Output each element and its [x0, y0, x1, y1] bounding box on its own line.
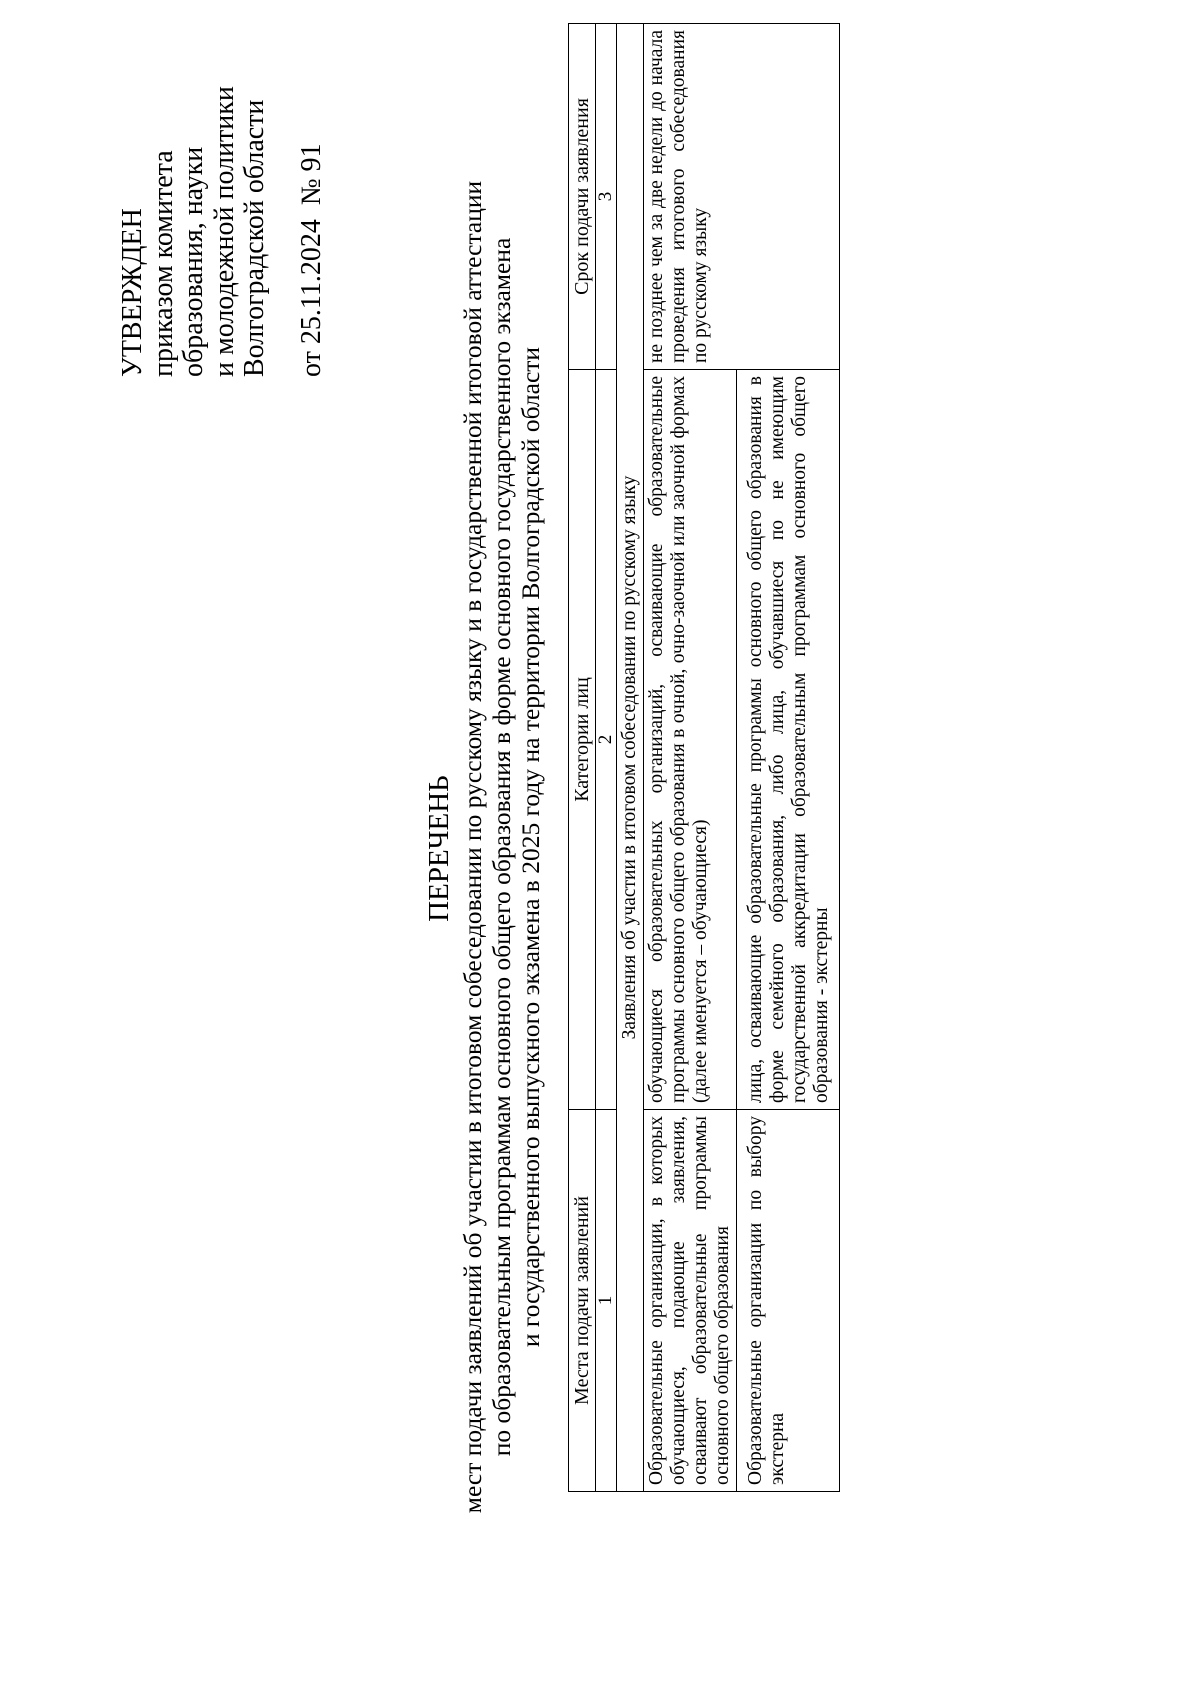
document-subtitle [458, 172, 545, 1522]
row-deadline: не позднее чем за две недели до начала проведения итогового собеседования по русскому языку [644, 24, 840, 370]
column-number: 1 [596, 1110, 617, 1492]
column-number: 2 [596, 370, 617, 1110]
row-category: обучающиеся образовательных организаций, осваивающие образовательные программы основного общего образования в очной, очно-заочной или заочной формах (далее именуется – обучающиеся) [644, 370, 737, 1110]
approval-block [118, 37, 327, 377]
row-category: лица, осваивающие образовательные программы основного общего образования в форме семейного образования, либо лица, обучавшиеся по не имеющим государственной аккредитации образовательным программам основного общего образования - экстерны [737, 370, 840, 1110]
approval-date-line [297, 37, 328, 377]
section-title: Заявления об участии в итоговом собеседовании по русскому языку [617, 24, 644, 1492]
subtitle-line: по образовательным программам основного общего образования в форме основного государственного экзамена [487, 237, 516, 1457]
approval-line: и молодежной политики [208, 86, 240, 377]
column-number: 3 [596, 24, 617, 370]
table-header-row [569, 24, 596, 1492]
table-row [644, 24, 737, 1492]
approval-date: от 25.11.2024 [295, 219, 327, 377]
approval-line: Волгоградской области [239, 99, 270, 377]
row-place: Образовательные организации, в которых обучающиеся, подающие заявления, осваивают образовательные программы основного общего образования [644, 1110, 737, 1492]
subtitle-line: мест подачи заявлений об участии в итоговом собеседовании по русскому языку и в государственной итоговой аттестации [458, 180, 487, 1514]
table-section-row [617, 24, 644, 1492]
places-table [568, 23, 840, 1492]
header-categories: Категории лиц [569, 370, 596, 1110]
row-place: Образовательные организации по выбору экстерна [737, 1110, 840, 1492]
header-deadline: Срок подачи заявления [569, 24, 596, 370]
approval-number: № 91 [295, 143, 327, 206]
document-title: ПЕРЕЧЕНЬ [423, 775, 455, 922]
approval-line: образования, науки [178, 146, 209, 377]
subtitle-line: и государственного выпускного экзамена в 2025 году на территории Волгоградской области [516, 346, 545, 1348]
approval-line: приказом комитета [147, 150, 179, 377]
table-number-row [596, 24, 617, 1492]
approval-line: УТВЕРЖДЕН [117, 208, 148, 377]
header-places: Места подачи заявлений [569, 1110, 596, 1492]
